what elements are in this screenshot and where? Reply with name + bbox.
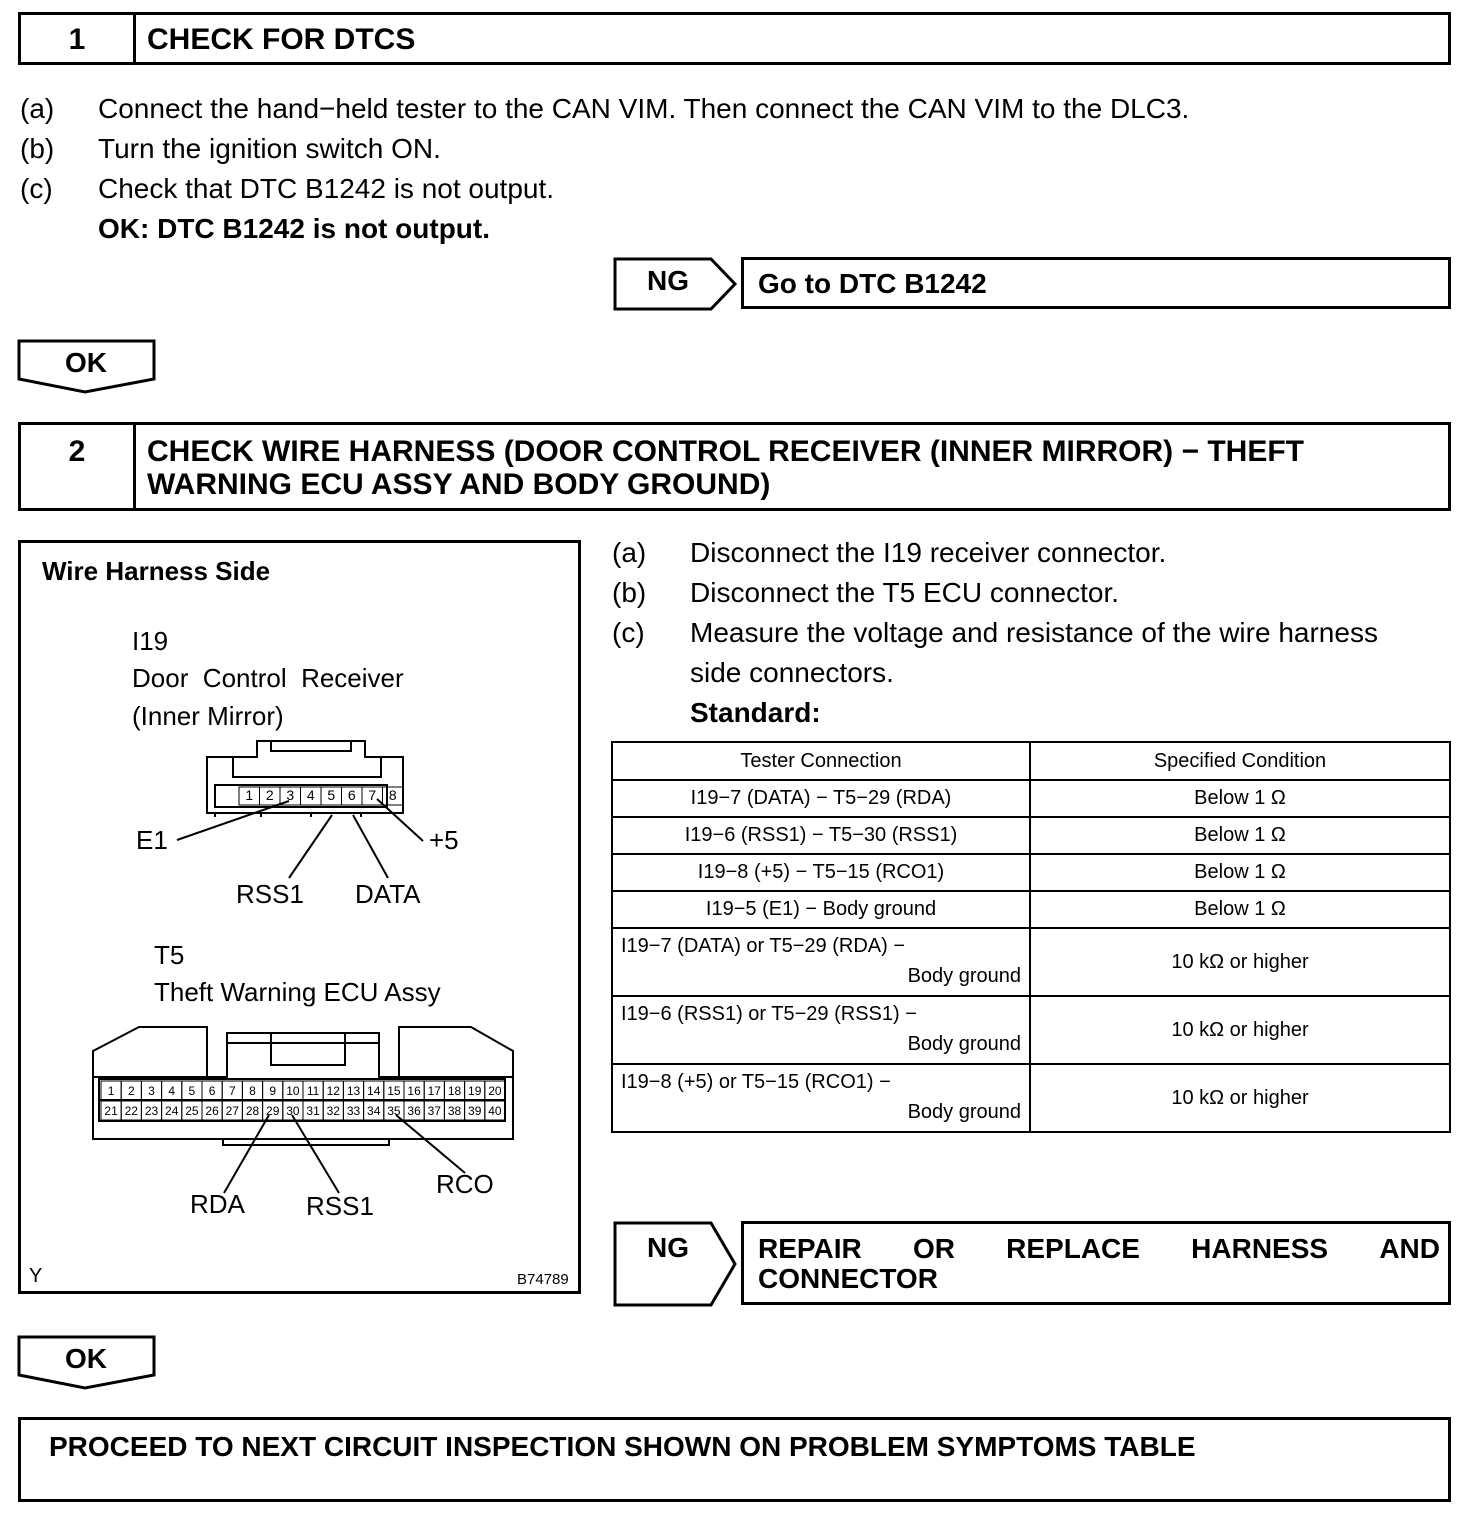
- i19-label-data: DATA: [355, 879, 421, 909]
- i19-name-sub: (Inner Mirror): [132, 701, 284, 731]
- connector-pin-number: 8: [249, 1084, 256, 1098]
- connector-pin-number: 7: [368, 787, 377, 803]
- i19-label-plus5: +5: [429, 825, 459, 855]
- connector-pin-number: 20: [488, 1084, 502, 1098]
- step1-number: 1: [68, 23, 86, 56]
- diagram-heading: Wire Harness Side: [42, 556, 271, 586]
- table-row: I19−6 (RSS1) − T5−30 (RSS1) Below 1 Ω: [612, 817, 1450, 854]
- connector-pin-number: 1: [245, 787, 254, 803]
- i19-label-e1: E1: [136, 825, 168, 855]
- connector-pin-number: 38: [447, 1104, 462, 1118]
- step2-ok-label: OK: [65, 1343, 107, 1374]
- step1-title: CHECK FOR DTCS: [147, 23, 416, 56]
- connector-pin-number: 3: [286, 787, 295, 803]
- connector-pin-number: 18: [447, 1084, 462, 1098]
- t5-label-rco: RCO: [436, 1169, 494, 1199]
- t5-label-rss1: RSS1: [306, 1191, 374, 1221]
- connector-pin-number: 16: [407, 1084, 421, 1098]
- connector-pin-number: 21: [104, 1104, 118, 1118]
- connector-pin-number: 37: [427, 1104, 441, 1118]
- connector-pin-number: 13: [346, 1084, 361, 1098]
- step2-title-line1: CHECK WIRE HARNESS (DOOR CONTROL RECEIVER (INNER MIRROR) − THEFT: [147, 435, 1304, 468]
- final-instruction-box: [18, 1417, 1451, 1502]
- connector-pin-number: 4: [306, 787, 315, 803]
- connector-pin-number: 33: [346, 1104, 361, 1118]
- figure-id: B74789: [517, 1271, 569, 1288]
- step1-ok-statement: OK: DTC B1242 is not output.: [98, 213, 490, 244]
- i19-name: Door Control Receiver: [132, 663, 404, 693]
- step1-item-c: (c) Check that DTC B1242 is not output.: [20, 173, 555, 204]
- connector-pin-number: 34: [367, 1104, 381, 1118]
- t5-leader-lines: [21, 1083, 584, 1283]
- header-specified-condition: Specified Condition: [1030, 742, 1450, 780]
- connector-pin-number: 12: [326, 1084, 340, 1098]
- table-row: I19−7 (DATA) or T5−29 (RDA) − Body ground 10 kΩ or higher: [612, 928, 1450, 996]
- connector-pin-number: 36: [407, 1104, 421, 1118]
- connector-pin-number: 14: [367, 1084, 381, 1098]
- t5-name: Theft Warning ECU Assy: [154, 977, 441, 1007]
- connector-pin-number: 2: [127, 1084, 135, 1098]
- table-row: I19−8 (+5) − T5−15 (RCO1) Below 1 Ω: [612, 854, 1450, 891]
- t5-code: T5: [154, 940, 185, 970]
- connector-pin-number: 9: [269, 1084, 277, 1098]
- table-row: I19−7 (DATA) − T5−29 (RDA) Below 1 Ω: [612, 780, 1450, 817]
- connector-pin-number: 22: [124, 1104, 138, 1118]
- step2-item-a: (a) Disconnect the I19 receiver connector.: [612, 537, 1167, 568]
- i19-code: I19: [132, 626, 169, 656]
- connector-pin-number: 1: [107, 1084, 115, 1098]
- step2-item-c: (c) Measure the voltage and resistance of the wire harness: [612, 617, 1378, 648]
- connector-pin-number: 17: [427, 1084, 441, 1098]
- step2-ng-result: [741, 1221, 1451, 1305]
- connector-pin-number: 10: [286, 1084, 300, 1098]
- step2-ng-label: NG: [647, 1232, 689, 1263]
- connector-pin-number: 4: [168, 1084, 176, 1098]
- table-row: I19−5 (E1) − Body ground Below 1 Ω: [612, 891, 1450, 928]
- table-row: I19−6 (RSS1) or T5−29 (RSS1) − Body ground 10 kΩ or higher: [612, 996, 1450, 1064]
- step2-number: 2: [68, 435, 86, 468]
- i19-leader-lines: [21, 773, 584, 973]
- connector-pin-number: 11: [306, 1084, 320, 1098]
- wire-harness-diagram: [18, 540, 581, 1294]
- connector-pin-number: 19: [468, 1084, 482, 1098]
- connector-pin-number: 32: [326, 1104, 340, 1118]
- header-tester-connection: Tester Connection: [612, 742, 1030, 780]
- connector-pin-number: 35: [387, 1104, 401, 1118]
- spec-table-header: [612, 742, 1450, 780]
- connector-pin-number: 24: [165, 1104, 179, 1118]
- connector-pin-number: 6: [347, 787, 356, 803]
- connector-pin-number: 7: [228, 1084, 236, 1098]
- step1-ng-result: Go to DTC B1242: [741, 257, 1451, 309]
- connector-pin-number: 2: [265, 787, 274, 803]
- t5-label-rda: RDA: [190, 1189, 245, 1219]
- table-row: I19−8 (+5) or T5−15 (RCO1) − Body ground 10 kΩ or higher: [612, 1064, 1450, 1132]
- connector-pin-number: 39: [468, 1104, 482, 1118]
- step2-title-line2: WARNING ECU ASSY AND BODY GROUND): [147, 468, 771, 501]
- final-instruction-text: PROCEED TO NEXT CIRCUIT INSPECTION SHOWN ON PROBLEM SYMPTOMS TABLE: [49, 1431, 1196, 1462]
- diagram-corner-label: Y: [29, 1265, 43, 1287]
- connector-pin-number: 31: [306, 1104, 320, 1118]
- i19-label-rss1: RSS1: [236, 879, 304, 909]
- step2-item-c-continued: side connectors.: [690, 657, 894, 688]
- connector-pin-number: 6: [208, 1084, 216, 1098]
- connector-pin-number: 15: [387, 1084, 401, 1098]
- connector-pin-number: 27: [225, 1104, 239, 1118]
- step1-ok-label: OK: [65, 347, 107, 378]
- connector-pin-number: 3: [148, 1084, 155, 1098]
- connector-pin-number: 5: [188, 1084, 196, 1098]
- step1-ng-label: NG: [647, 265, 689, 296]
- step2-header: [18, 422, 1451, 511]
- step1-item-b: (b) Turn the ignition switch ON.: [20, 133, 441, 164]
- connector-pin-number: 29: [266, 1104, 280, 1118]
- connector-pin-number: 5: [327, 787, 336, 803]
- connector-pin-number: 8: [388, 787, 397, 803]
- spec-table: [611, 741, 1451, 1133]
- connector-pin-number: 30: [286, 1104, 300, 1118]
- step2-item-b: (b) Disconnect the T5 ECU connector.: [612, 577, 1120, 608]
- step2-ng-result-line2: CONNECTOR: [758, 1263, 938, 1294]
- connector-pin-number: 28: [245, 1104, 260, 1118]
- connector-pin-number: 40: [488, 1104, 502, 1118]
- connector-pin-number: 23: [144, 1104, 159, 1118]
- connector-pin-number: 25: [185, 1104, 199, 1118]
- connector-pin-number: 26: [205, 1104, 219, 1118]
- step2-ng-result-line1: REPAIR OR REPLACE HARNESS AND: [758, 1233, 1440, 1264]
- standard-label: Standard:: [690, 697, 821, 728]
- step1-item-a: (a) Connect the hand−held tester to the CAN VIM. Then connect the CAN VIM to the DLC3.: [20, 93, 1190, 124]
- step1-header: [18, 12, 1451, 65]
